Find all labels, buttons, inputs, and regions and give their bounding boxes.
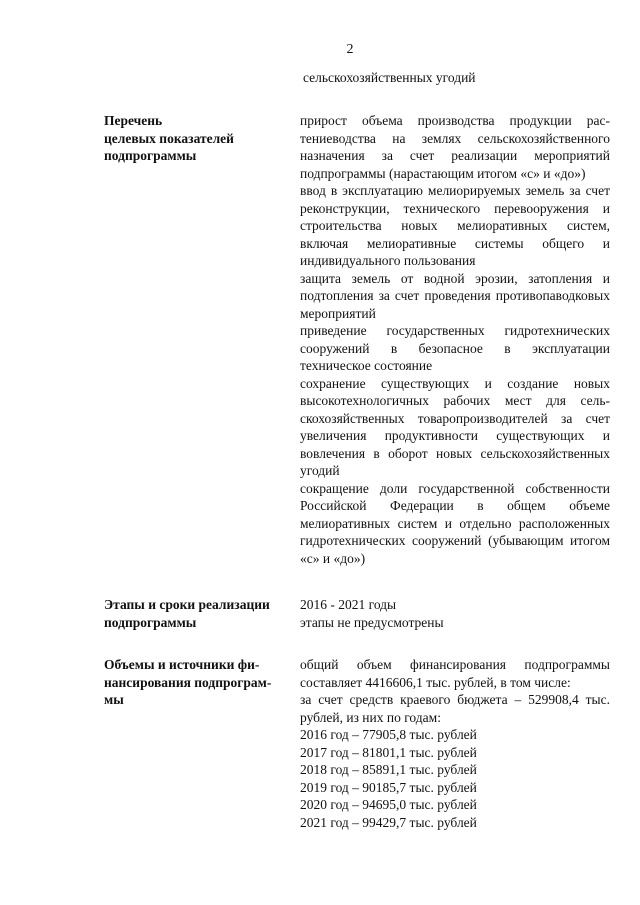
target-item: прирост объема производства продукции растениеводства на землях сельскохозяйственного назначения за счет реализации мероприятий подпрограммы (нарастающим итогом «с» и «до») <box>300 113 610 181</box>
stages-label-line: Этапы и сроки реализации <box>104 597 270 612</box>
targets-list <box>300 112 610 567</box>
targets-label <box>104 112 290 165</box>
target-item: сокращение доли государственной собственности Российской Федерации в общем объеме мелиоративных систем и отдельно расположенных гидротехнических сооружений (убывающим итогом «с» и «до») <box>300 480 610 566</box>
stages-period: 2016 - 2021 годы <box>300 597 397 612</box>
target-item: приведение государственных гидротехнических сооружений в безопасное в эксплуатации техническое состояние <box>300 323 610 373</box>
financing-year-row: 2018 год – 85891,1 тыс. рублей <box>300 762 477 777</box>
stages-text <box>300 596 610 631</box>
financing-year-row: 2016 год – 77905,8 тыс. рублей <box>300 727 477 742</box>
financing-label-line: мы <box>104 692 124 707</box>
target-item: сохранение существующих и создание новых высокотехнологичных рабочих мест для сельскохозяйственных товаропроизводителей за счет увеличения продуктивности существующих и вовлечения в оборот новых сельскохозяйственных угодий <box>300 375 610 478</box>
financing-label <box>104 656 290 709</box>
financing-year-row: 2017 год – 81801,1 тыс. рублей <box>300 744 477 760</box>
stages-label-line: подпрограммы <box>104 614 197 630</box>
targets-label-line: Перечень <box>104 113 163 128</box>
targets-label-line: подпрограммы <box>104 148 197 163</box>
stages-note: этапы не предусмотрены <box>300 614 444 630</box>
target-item: защита земель от водной эрозии, затопления и подтопления за счет проведения противопаводковых мероприятий <box>300 270 610 321</box>
target-item: ввод в эксплуатацию мелиорируемых земель за счет реконструкции, технического перевооружения и строительства новых мелиоративных систем, включая мелиоративные системы общего и индивидуального пользования <box>300 183 610 268</box>
financing-text <box>300 656 610 831</box>
page-number: 2 <box>346 42 354 57</box>
financing-total: общий объем финансирования подпрограммы составляет 4416606,1 тыс. рублей, в том числе: <box>300 657 610 690</box>
stages-label <box>104 596 290 631</box>
targets-label-line: целевых показателей <box>104 130 234 146</box>
financing-label-line: Объемы и источники фи- <box>104 657 260 672</box>
financing-label-line: нансирования подпрограм- <box>104 674 272 690</box>
financing-year-row: 2021 год – 99429,7 тыс. рублей <box>300 814 477 830</box>
continuation-line: сельскохозяйственных угодий <box>303 70 476 85</box>
financing-year-row: 2020 год – 94695,0 тыс. рублей <box>300 797 477 812</box>
financing-year-row: 2019 год – 90185,7 тыс. рублей <box>300 779 477 795</box>
financing-regional: за счет средств краевого бюджета – 529908,4 тыс. рублей, из них по годам: <box>300 692 610 725</box>
